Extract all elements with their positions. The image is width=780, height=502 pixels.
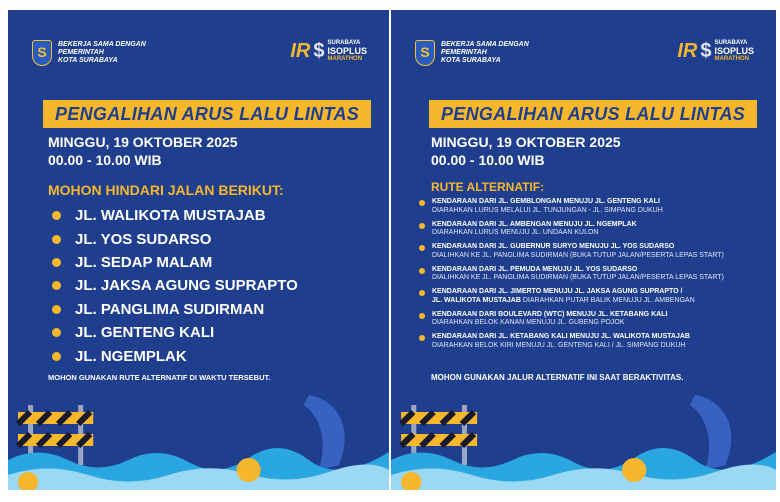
logo-l2: ISOPLUS [714,46,754,56]
bullet-icon [52,305,61,314]
poster-alternative-routes [391,10,776,490]
route-from: KENDARAAN DARI JL. GUBERNUR SURYO MENUJU JL. YOS SUDARSO [432,243,675,250]
bullet-icon [419,335,425,341]
bullet-icon [52,352,61,361]
bullet-icon [52,281,61,290]
marathon-logo [290,40,367,63]
title: PENGALIHAN ARUS LALU LINTAS [55,103,360,124]
surabaya-crest-icon: S [32,40,52,66]
time: 00.00 - 10.00 WIB [431,152,545,168]
logo-l3: MARATHON [714,56,750,62]
bullet-icon [419,268,425,274]
list-item [52,321,298,344]
logo-l3: MARATHON [327,56,363,62]
org-logo [415,40,541,66]
logo-l1: SURABAYA [327,40,361,46]
subtitle: MOHON HINDARI JALAN BERIKUT: [48,182,284,198]
bullet-icon [52,258,61,267]
dollar-icon: $ [700,40,712,62]
poster-roads-to-avoid [8,10,389,490]
bullet-icon [419,290,425,296]
logo-l2: ISOPLUS [327,46,367,56]
barrier-wave-illustration [8,390,389,490]
route-to: DIARAHKAN BELOK KIRI MENUJU JL. GENTENG KALI / JL. SIMPANG DUKUH [432,341,686,349]
list-item [419,333,769,356]
surabaya-crest-icon: S [415,40,435,66]
route-from-cont: JL. WALIKOTA MUSTAJAB [432,296,521,304]
org-line: KOTA SURABAYA [58,57,118,64]
list-item [419,311,769,334]
route-from: KENDARAAN DARI JL. KETABANG KALI MENUJU JL. WALIKOTA MUSTAJAB [432,333,690,340]
bullet-icon [52,235,61,244]
list-item [419,288,769,311]
road: JL. NGEMPLAK [75,347,187,365]
logo-mark: IR [677,40,698,62]
time: 00.00 - 10.00 WIB [48,152,162,168]
route-from: KENDARAAN DARI JL. AMBENGAN MENUJU JL. NGEMPLAK [432,220,637,228]
list-item [52,274,298,297]
list-item [52,344,298,367]
bullet-icon [419,200,425,206]
bullet-icon [419,223,425,229]
road: JL. SEDAP MALAM [75,253,213,271]
route-from: KENDARAAN DARI JL. GEMBLONGAN MENUJU JL. GENTENG KALI [432,198,660,205]
road: JL. YOS SUDARSO [75,230,212,248]
list-item [419,221,769,244]
roads-list [52,204,298,368]
list-item [52,227,298,250]
title: PENGALIHAN ARUS LALU LINTAS [441,103,746,124]
route-from: KENDARAAN DARI JL. JIMERTO MENUJU JL. JAKSA AGUNG SUPRAPTO / [432,288,683,295]
org-line: KOTA SURABAYA [441,57,501,64]
logo-mark: IR [290,40,311,62]
subtitle: RUTE ALTERNATIF: [431,180,545,194]
marathon-logo [677,40,754,63]
date: MINGGU, 19 OKTOBER 2025 [48,134,238,150]
list-item [419,198,769,221]
bullet-icon [52,211,61,220]
bullet-icon [52,328,61,337]
route-to: DIARAHKAN LURUS MENUJU JL. UNDAAN KULON [432,229,599,236]
title-banner [43,100,371,128]
org-logo [32,40,158,66]
road: JL. PANGLIMA SUDIRMAN [75,300,265,318]
org-line: PEMERINTAH [58,49,104,56]
list-item [52,204,298,227]
list-item [52,251,298,274]
bullet-icon [419,313,425,319]
title-banner [429,100,757,128]
list-item [52,298,298,321]
logo-l1: SURABAYA [714,40,748,46]
route-from: KENDARAAN DARI JL. PEMUDA MENUJU JL. YOS SUDARSO [432,265,638,273]
route-from: KENDARAAN DARI BOULEVARD (WTC) MENUJU JL. KETABANG KALI [432,310,668,318]
road: JL. WALIKOTA MUSTAJAB [75,207,266,225]
list-item [419,266,769,289]
road: JL. GENTENG KALI [75,324,215,342]
routes-list [419,198,769,356]
org-line: PEMERINTAH [441,49,487,56]
route-to: DIALIHKAN KE JL. PANGLIMA SUDIRMAN (BUKA TUTUP JALAN/PESERTA LEPAS START) [432,274,724,281]
bullet-icon [419,245,425,251]
org-line: BEKERJA SAMA DENGAN [441,41,529,48]
org-line: BEKERJA SAMA DENGAN [58,41,146,48]
date: MINGGU, 19 OKTOBER 2025 [431,134,621,150]
barrier-wave-illustration [391,390,776,490]
route-to: DIARAHKAN LURUS MELALUI JL. TUNJUNGAN - JL. SIMPANG DUKUH [432,206,663,214]
route-to: DIALIHKAN KE JL. PANGLIMA SUDIRMAN (BUKA TUTUP JALAN/PESERTA LEPAS START) [432,251,724,259]
route-to: DIARAHKAN BELOK KANAN MENUJU JL. GUBENG POJOK [432,319,625,326]
footer-note: MOHON GUNAKAN RUTE ALTERNATIF DI WAKTU TERSEBUT. [48,373,271,382]
route-to: DIARAHKAN PUTAR BALIK MENUJU JL. AMBENGAN [520,296,695,304]
list-item [419,243,769,266]
footer-note: MOHON GUNAKAN JALUR ALTERNATIF INI SAAT BERAKTIVITAS. [431,373,684,382]
road: JL. JAKSA AGUNG SUPRAPTO [75,277,298,295]
dollar-icon: $ [313,40,325,62]
